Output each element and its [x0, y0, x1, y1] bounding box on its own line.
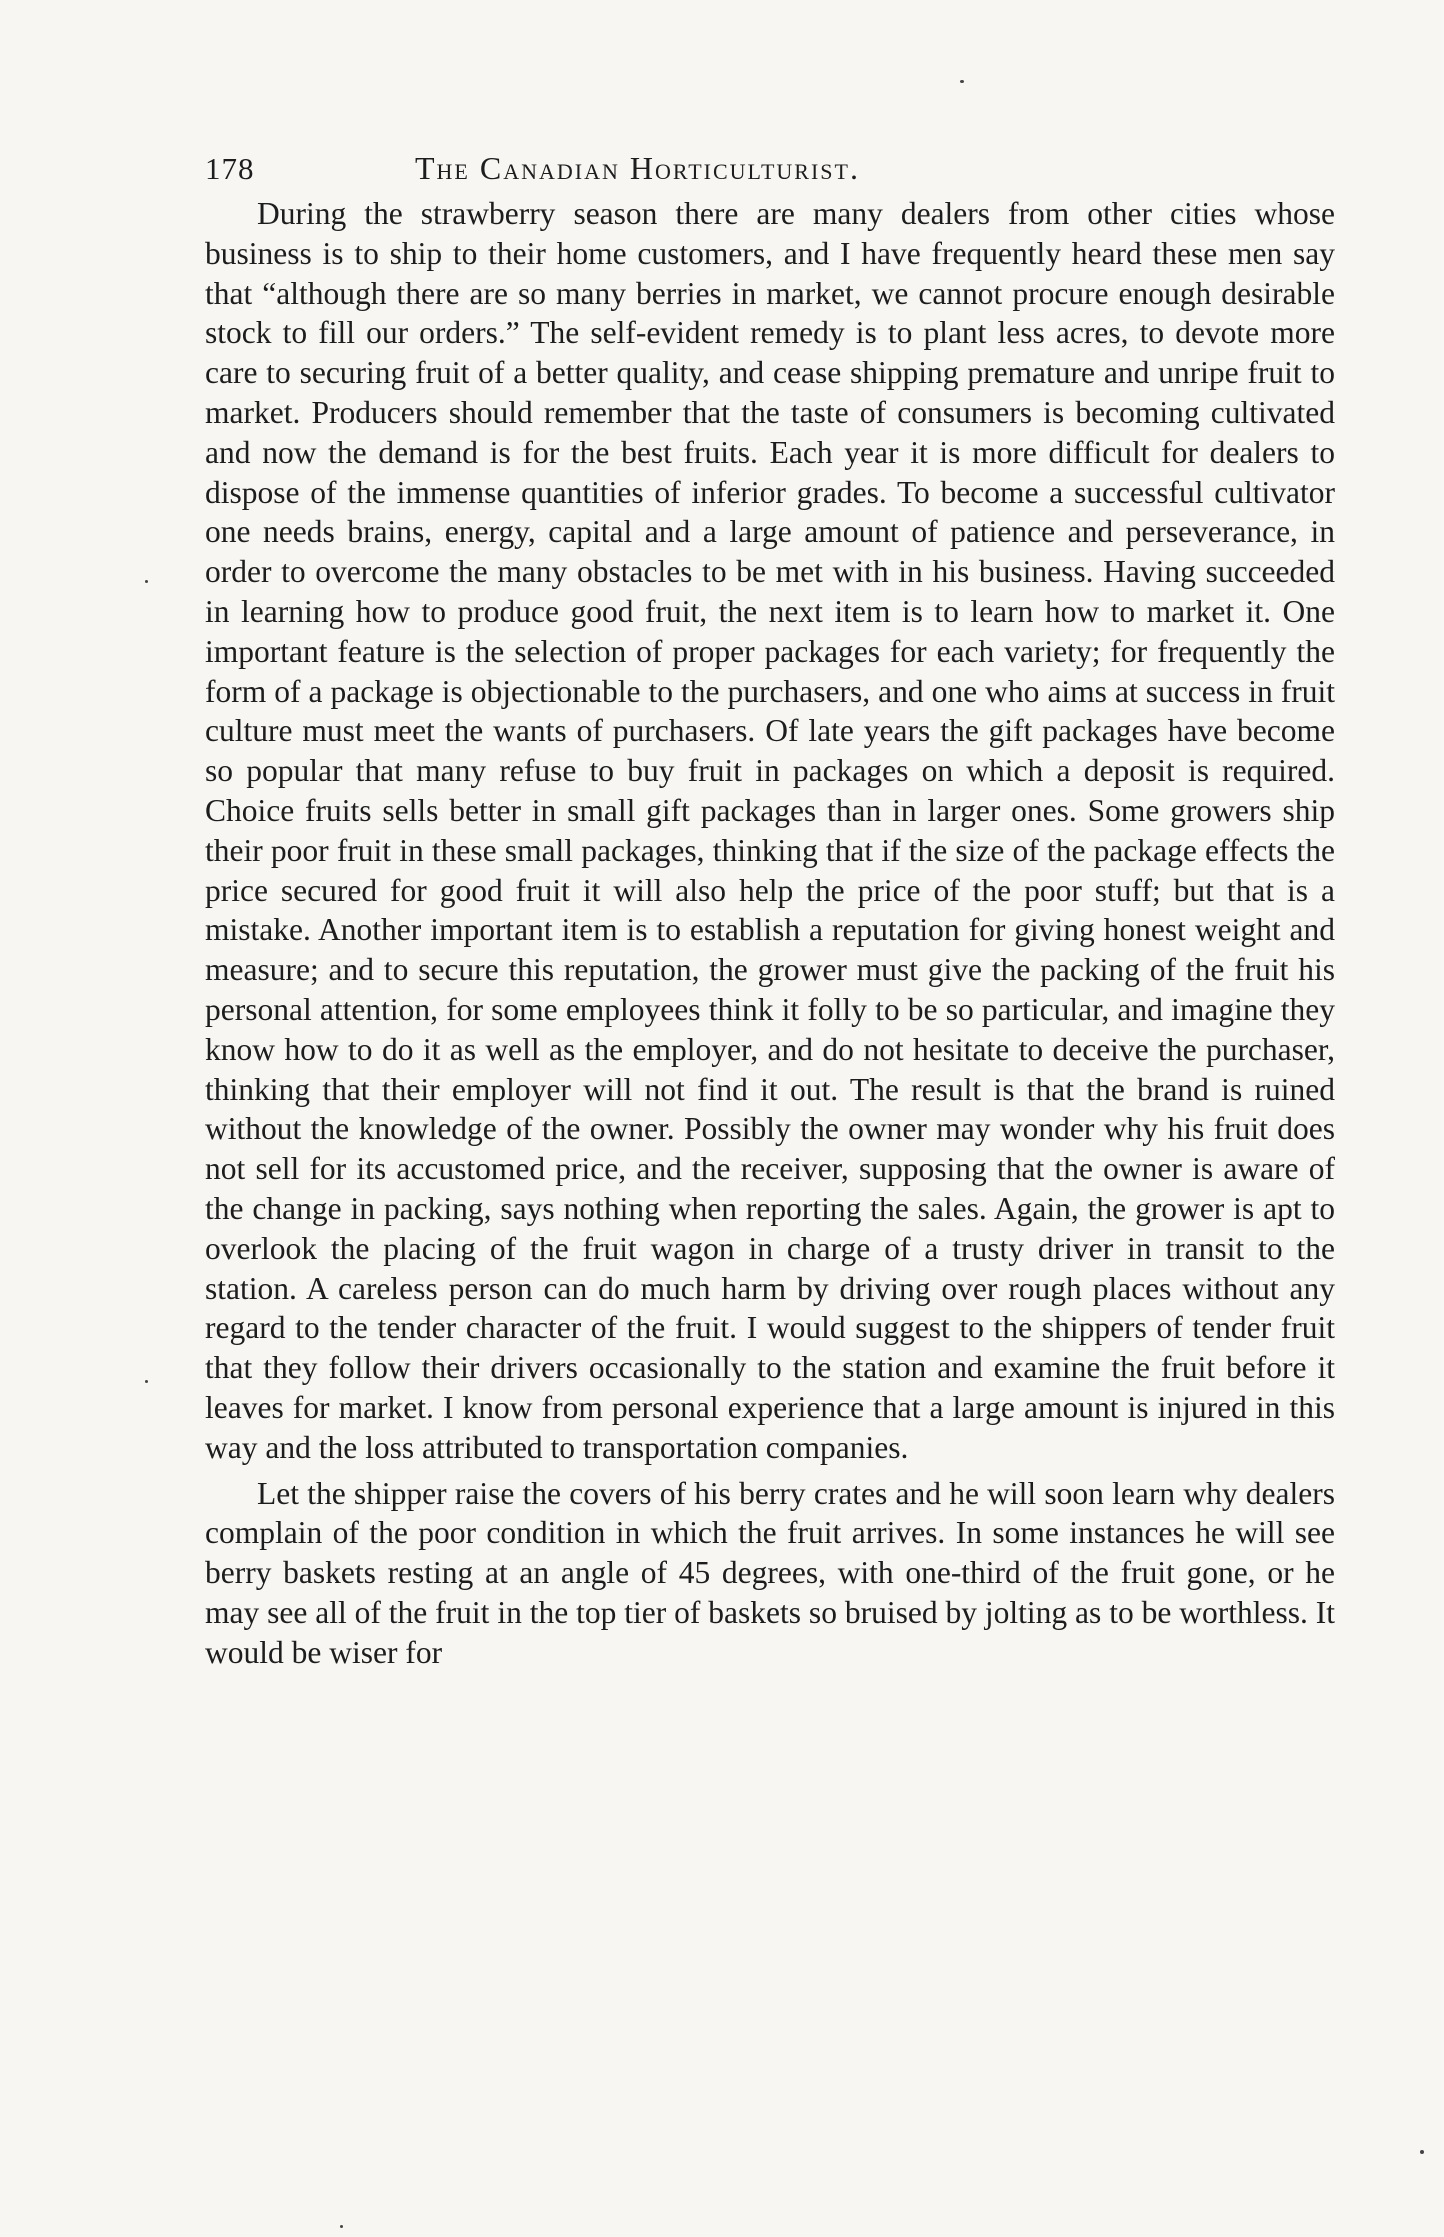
scan-speck	[145, 1380, 148, 1383]
scan-speck	[145, 580, 148, 583]
running-title: The Canadian Horticulturist.	[415, 150, 860, 186]
page	[205, 150, 1335, 1672]
body-paragraph-2: Let the shipper raise the covers of his berry crates and he will soon learn why dealers complain of the poor condition in which the fruit arrives. In some instances he will see berry baskets resting at an angle of 45 degrees, with one-third of the fruit gone, or he may see all of the fruit in the top tier of baskets so bruised by jolting as to be worthless. It would be wiser for	[205, 1475, 1335, 1670]
page-number: 178	[205, 151, 255, 186]
scan-speck	[1420, 2150, 1424, 2154]
body-paragraph-1: During the strawberry season there are many dealers from other cities whose business is to ship to their home customers, and I have frequently heard these men say that “although there are so many berries in market, we cannot procure enough desirable stock to fill our orders.” The self-evident remedy is to plant less acres, to devote more care to securing fruit of a better quality, and cease shipping premature and unripe fruit to market. Producers should remember that the taste of consumers is becoming cultivated and now the demand is for the best fruits. Each year it is more difficult for dealers to dispose of the immense quantities of inferior grades. To become a successful cultivator one needs brains, energy, capital and a large amount of patience and perseverance, in order to overcome the many obstacles to be met with in his business. Having succeeded in learning how to produce good fruit, the next item is to learn how to market it. One important feature is the selection of proper packages for each variety; for frequently the form of a package is objectionable to the purchasers, and one who aims at success in fruit culture must meet the wants of purchasers. Of late years the gift packages have become so popular that many refuse to buy fruit in packages on which a deposit is required. Choice fruits sells better in small gift packages than in larger ones. Some growers ship their poor fruit in these small packages, thinking that if the size of the package effects the price secured for good fruit it will also help the price of the poor stuff; but that is a mistake. Another important item is to establish a reputation for giving honest weight and measure; and to secure this reputation, the grower must give the packing of the fruit his personal attention, for some employees think it folly to be so particular, and imagine they know how to do it as well as the employer, and do not hesitate to deceive the purchaser, thinking that their employer will not find it out. The result is that the brand is ruined without the knowledge of the owner. Possibly the owner may wonder why his fruit does not sell for its accustomed price, and the receiver, supposing that the owner is aware of the change in packing, says nothing when reporting the sales. Again, the grower is apt to overlook the placing of the fruit wagon in charge of a trusty driver in transit to the station. A careless person can do much harm by driving over rough places without any regard to the tender character of the fruit. I would suggest to the shippers of tender fruit that they follow their drivers occasionally to the station and examine the fruit before it leaves for market. I know from personal experience that a large amount is injured in this way and the loss attributed to transportation companies.	[205, 196, 1335, 1465]
scan-speck	[340, 2225, 343, 2228]
scan-speck	[960, 80, 964, 83]
running-header	[205, 150, 1335, 194]
